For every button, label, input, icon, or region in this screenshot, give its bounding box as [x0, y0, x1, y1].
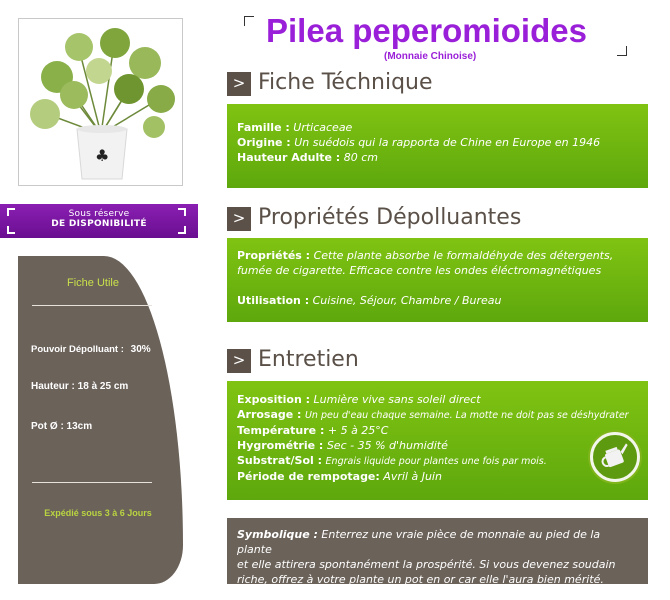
proprietes-row	[237, 248, 638, 263]
arrow-icon: >	[227, 349, 251, 373]
corner-decoration	[178, 208, 186, 216]
proprietes-value-2: fumée de cigarette. Efficace contre les ondes éléctromagnétiques	[237, 264, 602, 277]
arrosage-label: Arrosage :	[237, 408, 302, 421]
corner-decoration	[178, 226, 186, 234]
famille-value: Urticaceae	[293, 121, 353, 134]
symbolique-text-3: riche, offrez à votre plante un pot en or car elle l'aura bien mérité.	[237, 573, 604, 586]
rempotage-label: Période de rempotage:	[237, 470, 380, 483]
corner-decoration	[7, 208, 15, 216]
exposition-label: Exposition :	[237, 393, 311, 406]
hygrometrie-value: Sec - 35 % d'humidité	[326, 439, 448, 452]
famille-label: Famille :	[237, 121, 290, 134]
fiche-utile-panel	[18, 256, 183, 584]
temperature-label: Température :	[237, 424, 325, 437]
availability-badge	[0, 204, 198, 238]
pouvoir-depolluant	[31, 344, 151, 355]
fiche-utile-title: Fiche Utile	[67, 277, 119, 289]
page-title: Pilea peperomioides	[266, 12, 587, 49]
proprietes-row-2	[237, 263, 638, 278]
shipping-info: Expédié sous 3 à 6 Jours	[44, 508, 152, 518]
symbolique-text-1: Enterrez une vraie pièce de monnaie au pied de la plante	[237, 528, 601, 556]
badge-line-1: Sous réserve	[68, 209, 130, 219]
pouvoir-value: 30%	[130, 344, 151, 355]
badge-line-2: DE DISPONIBILITÉ	[51, 219, 147, 229]
hygrometrie-row	[237, 438, 638, 453]
exposition-row	[237, 392, 638, 407]
symbolique-label: Symbolique :	[237, 528, 318, 541]
hauteur-adulte-label: Hauteur Adulte :	[237, 151, 341, 164]
utilisation-value: Cuisine, Séjour, Chambre / Bureau	[312, 294, 502, 307]
corner-decoration	[617, 46, 627, 56]
arrow-icon: >	[227, 72, 251, 96]
temperature-value: + 5 à 25°C	[327, 424, 389, 437]
arrosage-row	[237, 407, 638, 423]
section-title: Propriétés Dépolluantes	[258, 205, 522, 230]
substrat-label: Substrat/Sol :	[237, 454, 323, 467]
page-subtitle: (Monnaie Chinoise)	[384, 51, 477, 62]
rempotage-value: Avril à Juin	[383, 470, 442, 483]
pouvoir-label: Pouvoir Dépolluant :	[31, 344, 124, 355]
hauteur-info: Hauteur : 18 à 25 cm	[31, 381, 129, 392]
section-title: Fiche Téchnique	[258, 70, 433, 95]
substrat-row	[237, 453, 638, 469]
watering-can-glyph	[593, 435, 637, 479]
exposition-value: Lumière vive sans soleil direct	[313, 393, 481, 406]
hauteur-adulte-value: 80 cm	[343, 151, 378, 164]
entretien-box	[227, 381, 648, 500]
fiche-technique-box	[227, 104, 648, 188]
proprietes-value-1: Cette plante absorbe le formaldéhyde des détergents,	[313, 249, 614, 262]
pot-info: Pot Ø : 13cm	[31, 421, 93, 432]
utilisation-label: Utilisation :	[237, 294, 310, 307]
plant-photo	[18, 18, 183, 186]
origine-label: Origine :	[237, 136, 291, 149]
corner-decoration	[7, 226, 15, 234]
temperature-row	[237, 423, 638, 438]
proprietes-label: Propriétés :	[237, 249, 311, 262]
rempotage-row	[237, 469, 638, 484]
arrow-icon: >	[227, 207, 251, 231]
origine-row	[237, 135, 638, 150]
hauteur-adulte-row	[237, 150, 638, 165]
arrosage-value: Un peu d'eau chaque semaine. La motte ne doit pas se déshydrater	[304, 410, 629, 421]
proprietes-box	[227, 238, 648, 322]
famille-row	[237, 120, 638, 135]
section-title: Entretien	[258, 347, 359, 372]
hygrometrie-label: Hygrométrie :	[237, 439, 324, 452]
pilea-plant-image	[19, 19, 184, 187]
corner-decoration	[244, 16, 254, 26]
substrat-value: Engrais liquide pour plantes une fois par mois.	[325, 456, 547, 467]
divider	[32, 482, 152, 483]
utilisation-row	[237, 293, 638, 308]
divider	[32, 305, 152, 306]
page-header	[238, 8, 633, 68]
symbolique-line-1	[237, 527, 638, 557]
watering-can-icon	[590, 432, 640, 482]
svg-text:♣: ♣	[95, 146, 110, 165]
symbolique-text-2: et elle attirera spontanément la prospérité. Si vous devenez soudain	[237, 558, 616, 571]
origine-value: Un suédois qui la rapporta de Chine en Europe en 1946	[294, 136, 601, 149]
symbolique-box	[227, 518, 648, 584]
